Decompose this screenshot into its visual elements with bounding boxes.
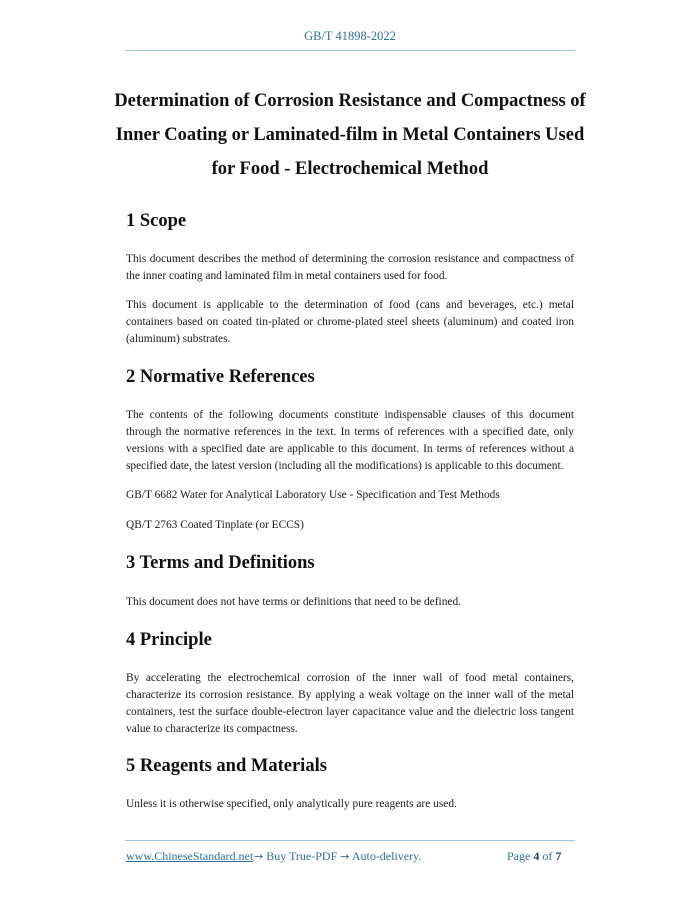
reference-gbt-6682: GB/T 6682 Water for Analytical Laboratory Use - Specification and Test Methods (126, 489, 500, 501)
reference-qbt-2763: QB/T 2763 Coated Tinplate (or ECCS) (126, 519, 304, 531)
arrow-right-icon: → (340, 850, 350, 863)
document-title (110, 84, 590, 186)
scope-paragraph-2: This document is applicable to the determination of food (cans and beverages, etc.) metal containers based on coated tin-plated or chrome-plated steel sheets (aluminum) and coated iron (aluminum) substrates. (126, 299, 574, 345)
auto-delivery-text: Auto-delivery. (351, 849, 422, 863)
header-divider (125, 50, 575, 51)
page-total-number: 7 (555, 849, 562, 863)
principle-paragraph: By accelerating the electrochemical corrosion of the inner wall of food metal containers, characterize its corrosion resistance. By applying a weak voltage on the inner wall of the metal containers, test the surface double-electron layer capacitance value and the dielectric loss tangent value to characterize its compactness. (126, 672, 574, 735)
buy-true-pdf-text: Buy True-PDF (266, 849, 338, 863)
chinesestandard-link[interactable]: www.ChineseStandard.net (126, 849, 254, 863)
section-heading-reagents-materials: 5 Reagents and Materials (126, 756, 327, 776)
section-heading-scope: 1 Scope (126, 211, 187, 231)
section-heading-normative-references: 2 Normative References (126, 367, 315, 387)
section-heading-terms-definitions: 3 Terms and Definitions (126, 553, 315, 573)
arrow-right-icon: → (254, 850, 264, 863)
footer-promo (254, 849, 421, 864)
footer-divider (125, 840, 575, 841)
page-current-number: 4 (533, 849, 540, 863)
reagents-materials-paragraph: Unless it is otherwise specified, only analytically pure reagents are used. (126, 798, 457, 810)
title-line-2: Inner Coating or Laminated-film in Metal Containers Used (115, 125, 585, 146)
section-heading-principle: 4 Principle (126, 630, 212, 650)
title-line-1: Determination of Corrosion Resistance and Compactness of (114, 91, 586, 112)
page-indicator (507, 849, 561, 864)
page-header-standard-code: GB/T 41898-2022 (304, 29, 396, 43)
scope-paragraph-1: This document describes the method of determining the corrosion resistance and compactness of the inner coating and laminated film in metal containers used for food. (126, 253, 574, 282)
page-of-label: of (542, 849, 553, 863)
title-line-3: for Food - Electrochemical Method (211, 159, 489, 180)
terms-definitions-paragraph: This document does not have terms or definitions that need to be defined. (126, 596, 461, 608)
page-label: Page (507, 849, 531, 863)
normative-references-paragraph: The contents of the following documents constitute indispensable clauses of this document through the normative references in the text. In terms of references with a specified date, only versions with a specified date are applicable to this document. In terms of references without a specified date, the latest version (including all the modifications) is applicable to this document. (126, 409, 574, 472)
